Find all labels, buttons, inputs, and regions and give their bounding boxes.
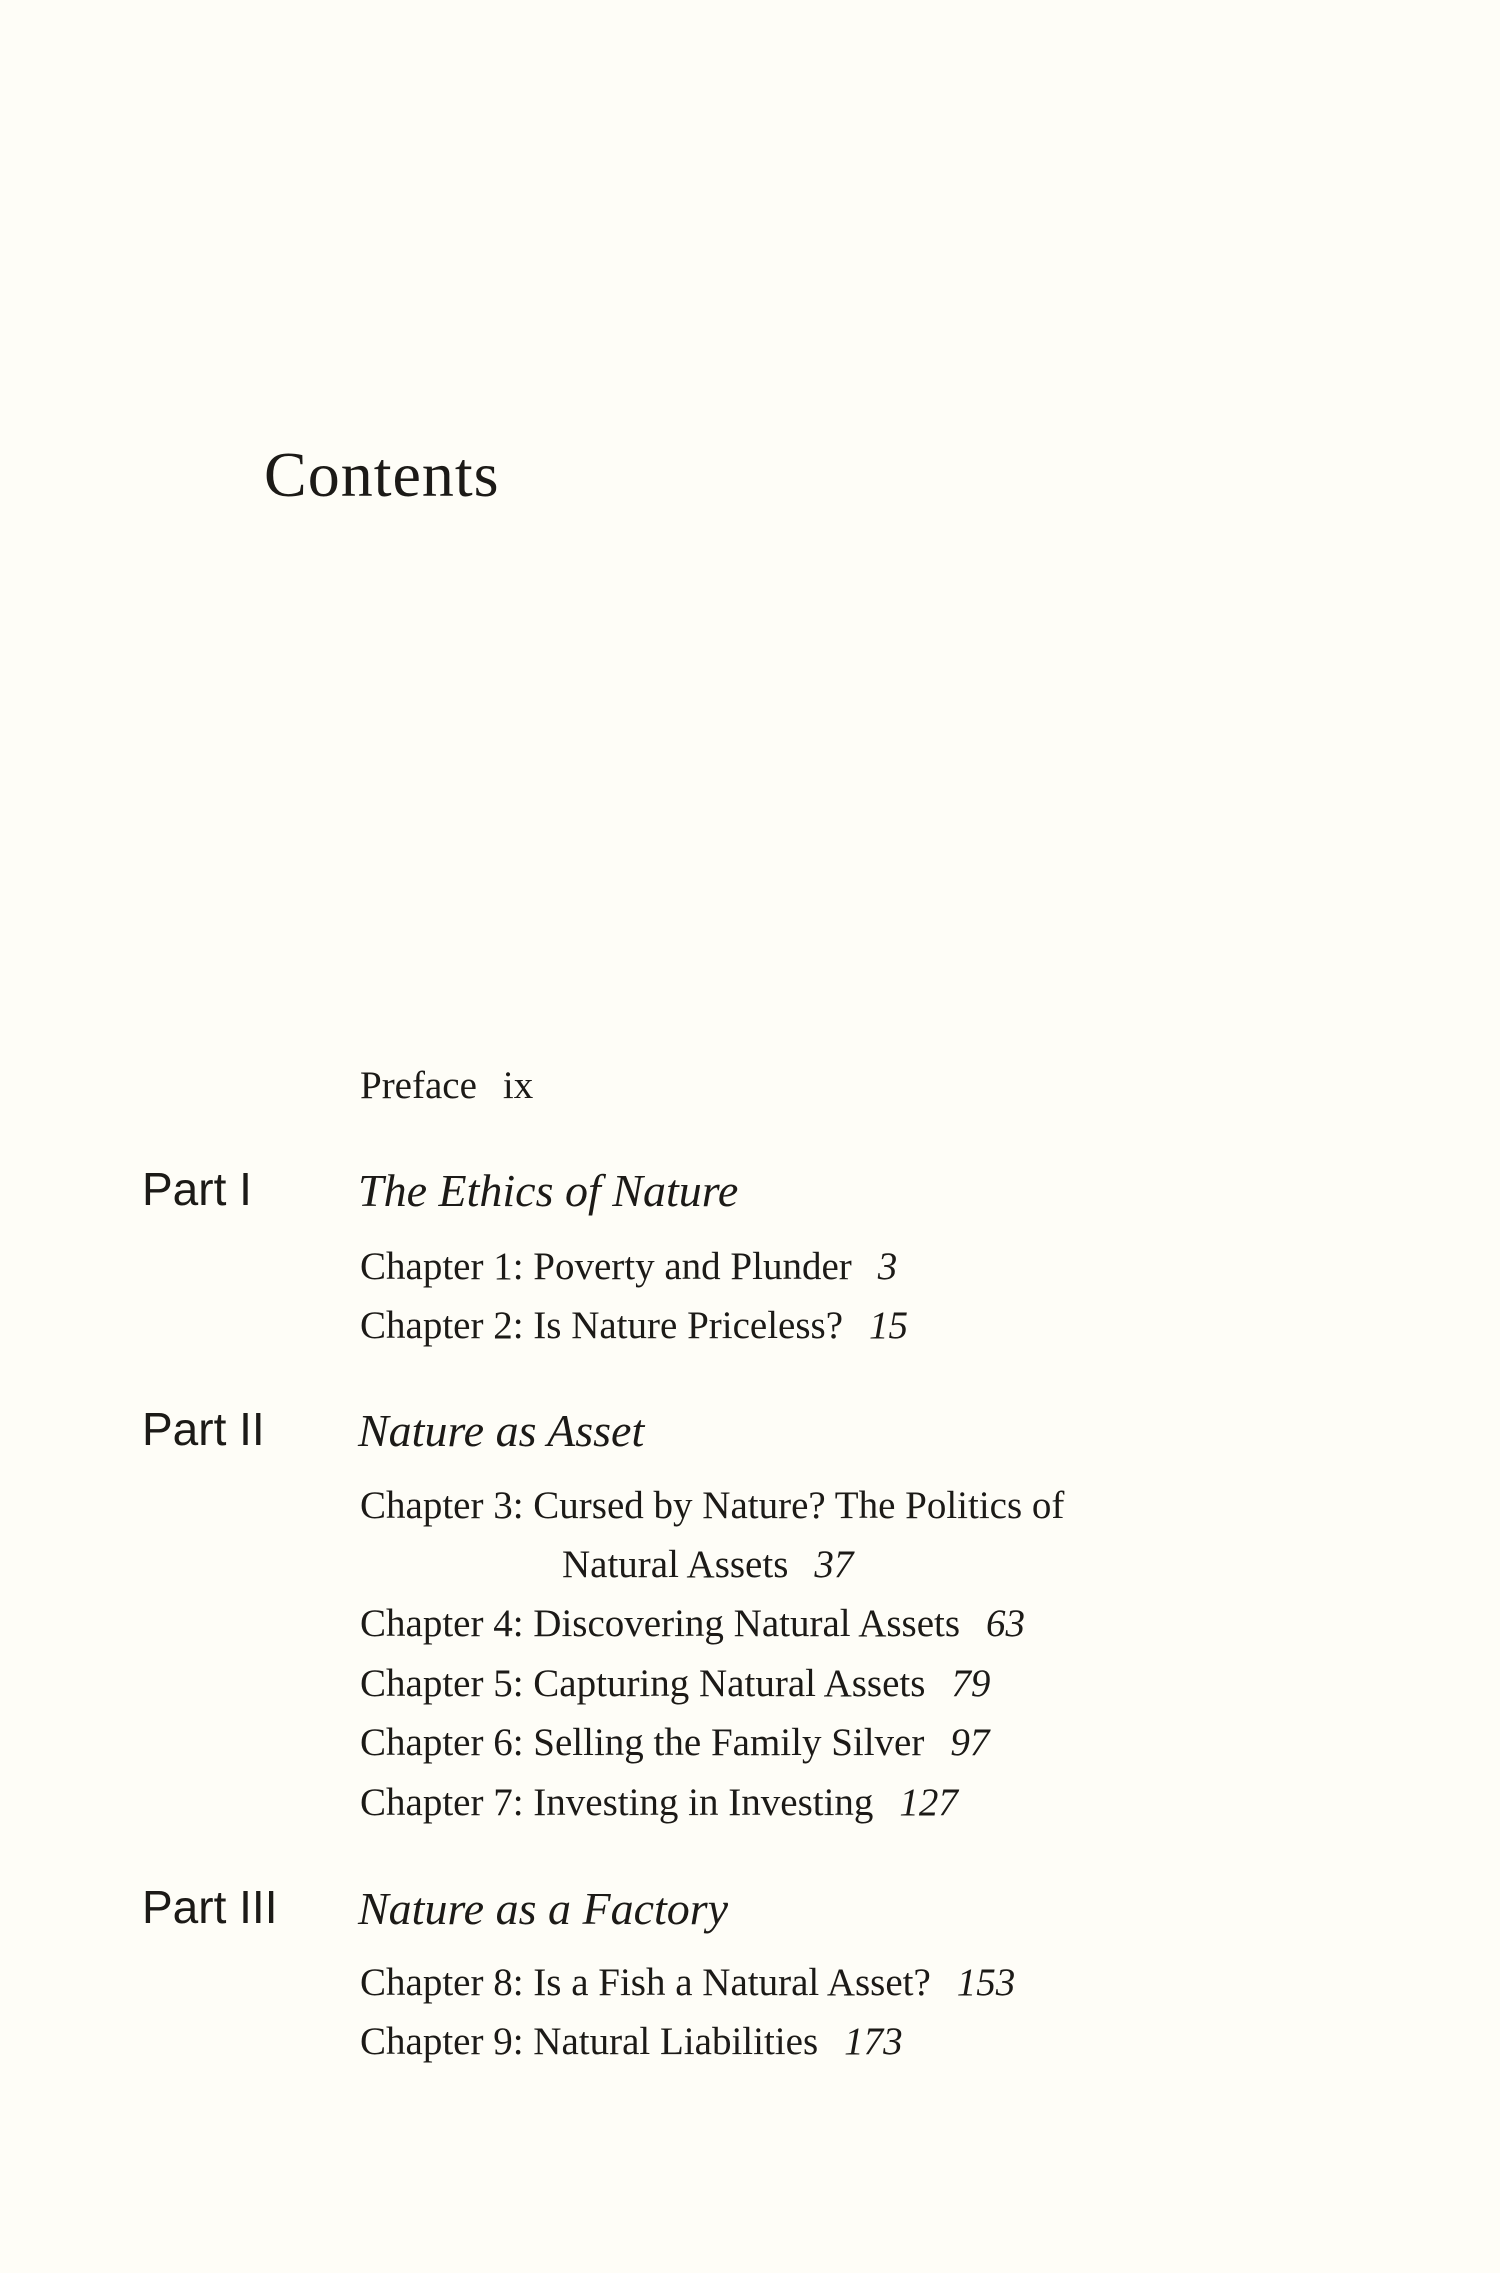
toc-entry-chapter-8[interactable] (360, 1959, 1015, 2007)
toc-entry-chapter-5[interactable] (360, 1660, 990, 1708)
toc-entry-page: 127 (899, 1781, 958, 1824)
toc-entry-label: Chapter 3: Cursed by Nature? The Politics of (360, 1484, 1065, 1527)
toc-entry-chapter-9[interactable] (360, 2018, 903, 2066)
toc-entry-chapter-3-continuation[interactable] (562, 1541, 853, 1589)
toc-entry-chapter-7[interactable] (360, 1779, 958, 1827)
page-title: Contents (264, 439, 500, 510)
toc-entry-page: 63 (986, 1602, 1026, 1645)
toc-entry-label: Chapter 9: Natural Liabilities (360, 2020, 819, 2063)
part-title[interactable]: The Ethics of Nature (358, 1165, 739, 1216)
toc-entry-page: 15 (869, 1304, 909, 1347)
part-label: Part II (142, 1403, 265, 1455)
toc-entry-page: 173 (844, 2020, 903, 2063)
toc-entry-label: Chapter 6: Selling the Family Silver (360, 1721, 925, 1764)
toc-entry-chapter-4[interactable] (360, 1600, 1025, 1648)
part-label: Part I (142, 1163, 252, 1215)
part-title[interactable]: Nature as Asset (358, 1405, 645, 1456)
toc-entry-page: 37 (814, 1543, 854, 1586)
toc-entry-page: 97 (950, 1721, 990, 1764)
toc-entry-chapter-1[interactable] (360, 1243, 897, 1291)
toc-entry-label-continuation: Natural Assets (562, 1543, 789, 1586)
toc-entry-chapter-3[interactable] (360, 1482, 1064, 1530)
toc-entry-label: Chapter 7: Investing in Investing (360, 1781, 874, 1824)
toc-entry-label: Chapter 1: Poverty and Plunder (360, 1245, 852, 1288)
toc-entry-label: Chapter 2: Is Nature Priceless? (360, 1304, 844, 1347)
toc-entry-page: 153 (956, 1961, 1016, 2004)
toc-entry-page: ix (502, 1064, 534, 1107)
toc-entry-label: Chapter 8: Is a Fish a Natural Asset? (360, 1961, 931, 2004)
toc-entry-preface[interactable] (360, 1062, 533, 1110)
toc-entry-label: Chapter 5: Capturing Natural Assets (360, 1662, 926, 1705)
toc-entry-chapter-6[interactable] (360, 1719, 989, 1767)
toc-entry-label: Chapter 4: Discovering Natural Assets (360, 1602, 961, 1645)
toc-entry-chapter-2[interactable] (360, 1302, 908, 1350)
part-label: Part III (142, 1881, 278, 1933)
toc-entry-page: 3 (877, 1245, 898, 1288)
part-title[interactable]: Nature as a Factory (358, 1883, 729, 1934)
toc-entry-page: 79 (951, 1662, 991, 1705)
toc-entry-label: Preface (360, 1064, 477, 1107)
